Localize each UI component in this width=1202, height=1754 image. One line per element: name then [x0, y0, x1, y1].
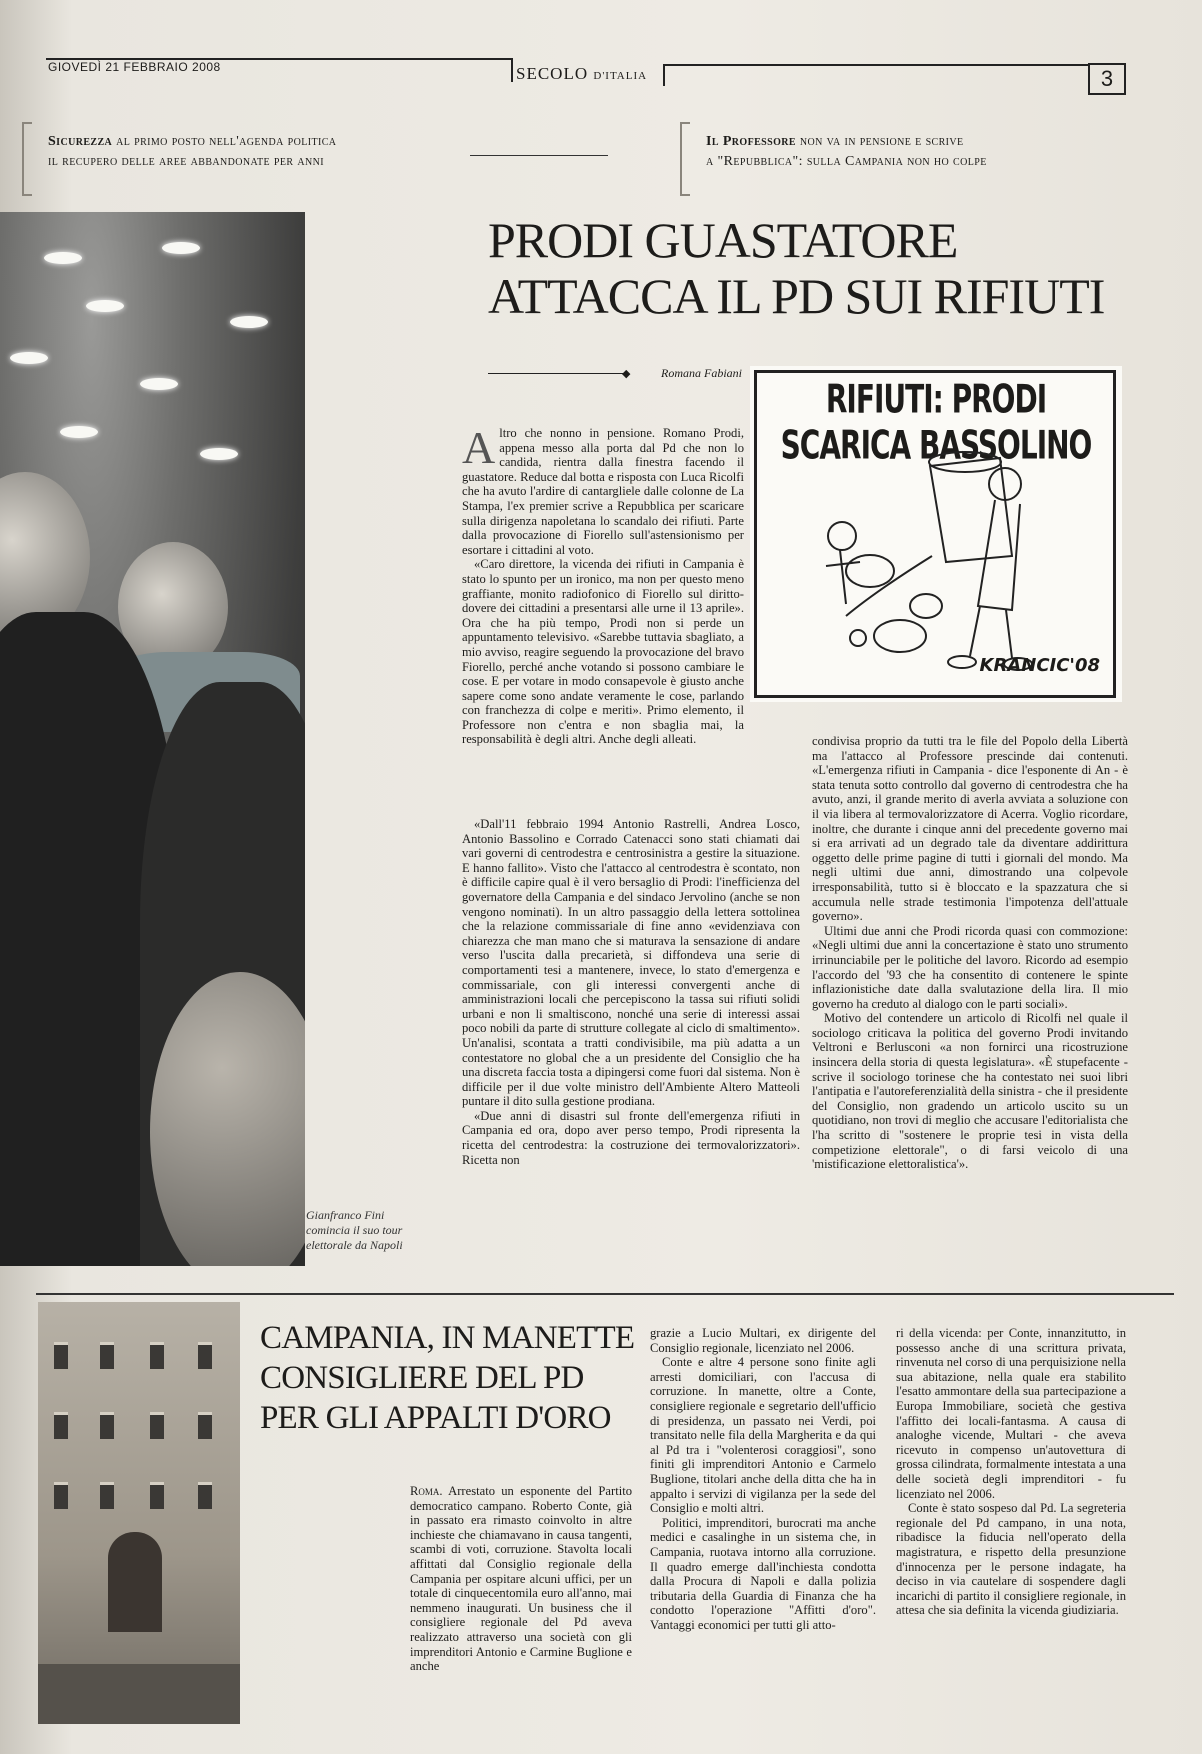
- main-article-para: «Caro direttore, la vicenda dei rifiuti in Campania è stato lo spunto per un ironico, ma non per questo meno graffiante, monito radiofonico di Fiorello sul diritto-dovere dei cittadini a presentarsi alle urne il 13 aprile». Ora che ha più tempo, Prodi non si perde un appuntamento televisivo. «Sarebbe tuttavia sbagliato, a mio avviso, reagire seguendo la provocazione del bravo Fiorello, perché anche votando si possono cambiare le cose. E per votare in modo consapevole è giusto anche sapere come sono andate veramente le cose, parlando con franchezza di colpe e meriti». Primo elemento, il Professore non c'entra e non sbaglia mai, la responsabilità è degli altri. Anche degli alleati.: [462, 557, 744, 747]
- photo-caption: Gianfranco Fini comincia il suo tour elettorale da Napoli: [306, 1208, 403, 1252]
- cartoon-drawing: [750, 366, 1122, 702]
- byline-diamond: ◆: [622, 368, 631, 380]
- ceiling-light: [162, 242, 200, 254]
- kicker-left-line2: il recupero delle aree abbandonate per anni: [48, 154, 324, 169]
- page-number: 3: [1088, 63, 1126, 95]
- kicker-right: [706, 132, 987, 172]
- second-headline-line2: CONSIGLIERE DEL PD: [260, 1360, 584, 1396]
- dateline: Roma.: [410, 1484, 443, 1498]
- byline: Romana Fabiani: [661, 366, 742, 380]
- ceiling-light: [86, 300, 124, 312]
- second-article-para: Politici, imprenditori, burocrati ma anche medici e casalinghe in un sistema che, in Campania, ruotava intorno alla corruzione. Il quadro emerge dall'inchiesta condotta dalla Procura di Napoli e dalla polizia tributaria della Guardia di Finanza che ha condotto l'operazione "Affitti d'oro". Vantaggi economici per tutti gli atto-: [650, 1515, 876, 1632]
- kicker-left: [48, 132, 336, 172]
- main-article-para: Ultimi due anni che Prodi ricorda quasi con commozione: «Negli ultimi due anni la concertazione è stato uno strumento irrinunciabile per le politiche del lavoro. Ricordo ad esempio l'accordo del '93 che ha consentito di contenere le spinte inflazionistiche date dalla svalutazione della lira. Il mio governo ha creduto al dialogo con le parti sociali».: [812, 923, 1128, 1011]
- building-window: [198, 1412, 212, 1439]
- issue-date: GIOVEDÌ 21 FEBBRAIO 2008: [48, 60, 221, 74]
- cartoon-signature: KRANCIC'08: [979, 655, 1100, 676]
- main-article-para: [462, 422, 744, 557]
- cartoon-title: RIFIUTI: PRODI SCARICA BASSOLINO: [780, 376, 1092, 469]
- dropcap: A: [462, 422, 496, 473]
- main-article-col2: [812, 734, 1128, 1172]
- main-headline-line1: PRODI GUASTATORE: [488, 212, 958, 268]
- building-window: [54, 1412, 68, 1439]
- kicker-divider: [470, 155, 608, 156]
- header-rule-tick2: [663, 64, 665, 86]
- ceiling-light: [230, 316, 268, 328]
- ceiling-light: [200, 448, 238, 460]
- kicker-right-line2: a "Repubblica": sulla Campania non ho colpe: [706, 154, 987, 169]
- building-window: [150, 1342, 164, 1369]
- second-article-para: ri della vicenda: per Conte, innanzitutto, in possesso anche di una scrittura privata, rinvenuta nel corso di una perquisizione nella sua abitazione, nella quale era stabilito l'esatto ammontare della sua partecipazione a Europa Immobiliare, società che gestiva l'affitto dei locali-fantasma. A causa di analoghe vicende, Multari - che aveva ricevuto in compenso un'autovettura di grossa cilindrata, formalmente intestata a una delle società degli imprenditori - fu licenziato nel 2006.: [896, 1326, 1126, 1501]
- building-window: [100, 1412, 114, 1439]
- ceiling-light: [60, 426, 98, 438]
- building-window: [100, 1482, 114, 1509]
- main-article-para: condivisa proprio da tutti tra le file del Popolo della Libertà ma l'attacco al Professore prescinde dai contenuti. «L'emergenza rifiuti in Campania - dice l'esponente di An - è stata tenuta sotto controllo dal governo di centrodestra che ha avuto, anzi, il grande merito di averla avviata a soluzione con il via libera al termovalorizzatore di Acerra. Voglio ricordare, inoltre, che durante i cinque anni del precedente governo mai si era arrivati ad un degrado tale da diventare addirittura oggetto delle prime pagine di tutti i giornali del mondo. Ma negli ultimi due anni, dimostrando una colpevole irresponsabilità, tutto si è bloccato e la spazzatura che si accumula nelle strade testimonia l'impotenza dell'attuale governo».: [812, 734, 1128, 924]
- second-article-para: Conte e altre 4 persone sono finite agli arresti domiciliari, con l'accusa di corruzione. In manette, oltre a Conte, consigliere regionale e segretario dell'ufficio di presidenza, un passato nei Verdi, poi transitato nelle fila della Margherita e da qui al Pd tra i "volenterosi coraggiosi", sono finiti gli imprenditori Antonio e Carmelo Buglione, titolari anche della ditta che ha in appalto i servizi di vigilanza per la sede del Consiglio e molti altri.: [650, 1355, 876, 1516]
- building-window: [198, 1342, 212, 1369]
- second-article-col3: [896, 1326, 1126, 1618]
- event-photo: [0, 212, 305, 1266]
- ceiling-light: [44, 252, 82, 264]
- second-article-col2: [650, 1326, 876, 1632]
- building-door: [108, 1532, 162, 1632]
- second-article-col1: [410, 1484, 632, 1674]
- main-headline: [488, 212, 1104, 324]
- building-photo: [38, 1302, 240, 1724]
- building-window: [100, 1342, 114, 1369]
- section-divider: [36, 1293, 1174, 1295]
- kicker-left-bold: Sicurezza: [48, 134, 113, 149]
- main-article-col1: [462, 422, 744, 747]
- ceiling-light: [10, 352, 48, 364]
- building-window: [198, 1482, 212, 1509]
- header-rule-left: [46, 58, 511, 60]
- publication-name: [516, 64, 647, 84]
- building-window: [54, 1482, 68, 1509]
- main-article-para: «Dall'11 febbraio 1994 Antonio Rastrelli, Andrea Losco, Antonio Bassolino e Corrado Catenacci sono stati chiamati dai vari governi di centrodestra e centrosinistra a gestire la situazione. E hanno fallito». Visto che l'attacco al centrodestra è scontato, non è difficile capire qual è il vero bersaglio di Prodi: l'inefficienza del governatore della Campania e del sindaco Jervolino (anche se non vengono nominati). In un altro passaggio della lettera sottolinea che la relazione commissariale di fine anno «evidenziava con chiarezza che man mano che si maturava la sensazione di andare verso l'uscita dalla precarietà, si diffondeva una serie di comportamenti tesi a mantenere, invece, lo stato d'emergenza e commissariale, con gli interessi convergenti anche di amministrazioni locali che percepiscono la tassa sui rifiuti solidi urbani e non li smaltiscono, nonché una serie di interessi assai poco nobili da parte di strutture collegate al ciclo di smaltimento». Un'analisi, scontata a tratti condivisibile, ma più adatta a un contestatore no global che a un presidente del Consiglio che ha una discreta faccia tosta a dipingersi come fuori dal sistema. Non è difficile per il due volte ministro dell'Ambiente Altero Matteoli puntare il dito sulla gestione prodiana.: [462, 817, 800, 1109]
- header-rule-tick: [511, 58, 513, 82]
- building-window: [150, 1412, 164, 1439]
- kicker-right-bold: Il Professore: [706, 134, 796, 149]
- second-article-text: Arrestato un esponente del Partito democratico campano. Roberto Conte, già in passato era rimasto coinvolto in altre inchieste che chiamavano in causa tangenti, scambi di voti, corruzione. Stavolta locali affittati dal Consiglio regionale della Campania per ospitare alcuni uffici, per un totale di cinquecentomila euro all'anno, mai nemmeno inaugurati. Un business che il consigliere regionale del Pd aveva realizzato attraverso una società con gli imprenditori Antonio e Carmine Buglione e anche: [410, 1484, 632, 1674]
- street: [38, 1664, 240, 1724]
- kicker-bracket-right: [680, 122, 690, 196]
- main-article-para: Motivo del contendere un articolo di Ricolfi nel quale il sociologo criticava la politica del governo Prodi invitando Veltroni e Berlusconi «a non fornirci una ricostruzione insincera della storia di questa legislatura». «È stupefacente - scrive il sociologo torinese che ha contestato nei suoi libri l'antipatia e l'autoreferenzialità della sinistra - che il presidente del Consiglio, non gradendo un articolo uscito su un quotidiano, non trovi di meglio che accusare l'editorialista che l'ha scritto di "sostenere le proprie tesi in vista della competizione elettorale", o di farsi veicolo di una 'mistificazione elettoralistica'».: [812, 1011, 1128, 1172]
- cartoon: [750, 366, 1122, 702]
- main-article-para: «Due anni di disastri sul fronte dell'emergenza rifiuti in Campania ed ora, dopo aver perso tempo, Prodi ripresenta la ricetta del centrodestra: la costruzione dei termovalorizzatori». Ricetta non: [462, 1108, 800, 1167]
- second-headline: [260, 1318, 634, 1438]
- header-rule-right: [663, 64, 1088, 66]
- ceiling-light: [140, 378, 178, 390]
- building-window: [54, 1342, 68, 1369]
- second-article-para: [410, 1484, 632, 1674]
- second-article-para: grazie a Lucio Multari, ex dirigente del Consiglio regionale, licenziato nel 2006.: [650, 1326, 876, 1355]
- second-headline-line1: CAMPANIA, IN MANETTE: [260, 1320, 635, 1356]
- main-article-text: ltro che nonno in pensione. Romano Prodi, appena messo alla porta dal Pd che non lo candida, rientra dalla finestra facendo il guastatore. Reduce dal botta e risposta con Luca Ricolfi che ha avuto l'ardire di cantargliele dalle colonne de La Stampa, l'ex premier scrive a Repubblica per scaricare sulla dirigenza napoletana lo scandalo dei rifiuti. Parte dalla provocazione di Fiorello sull'astensionismo per esortare i cittadini al voto.: [462, 426, 744, 557]
- main-headline-line2: ATTACCA IL PD SUI RIFIUTI: [488, 268, 1105, 324]
- second-article-para: Conte è stato sospeso dal Pd. La segreteria regionale del Pd campano, in una nota, ribadisce la fiducia nell'operato della magistratura, e rispetto della presunzione d'innocenza per le persone indagate, ha deciso in via cautelare di sospendere dagli incarichi di partito il consigliere regionale, in attesa che sia definita la vicenda giudiziaria.: [896, 1501, 1126, 1618]
- publication-title: SECOLO: [516, 64, 589, 83]
- kicker-bracket-left: [22, 122, 32, 196]
- main-article-col1-wide: [462, 817, 800, 1167]
- kicker-left-rest: al primo posto nell'agenda politica: [112, 134, 337, 149]
- publication-suffix: D'ITALIA: [593, 70, 648, 82]
- building-window: [150, 1482, 164, 1509]
- kicker-right-rest: non va in pensione e scrive: [795, 134, 964, 149]
- second-headline-line3: PER GLI APPALTI D'ORO: [260, 1400, 611, 1436]
